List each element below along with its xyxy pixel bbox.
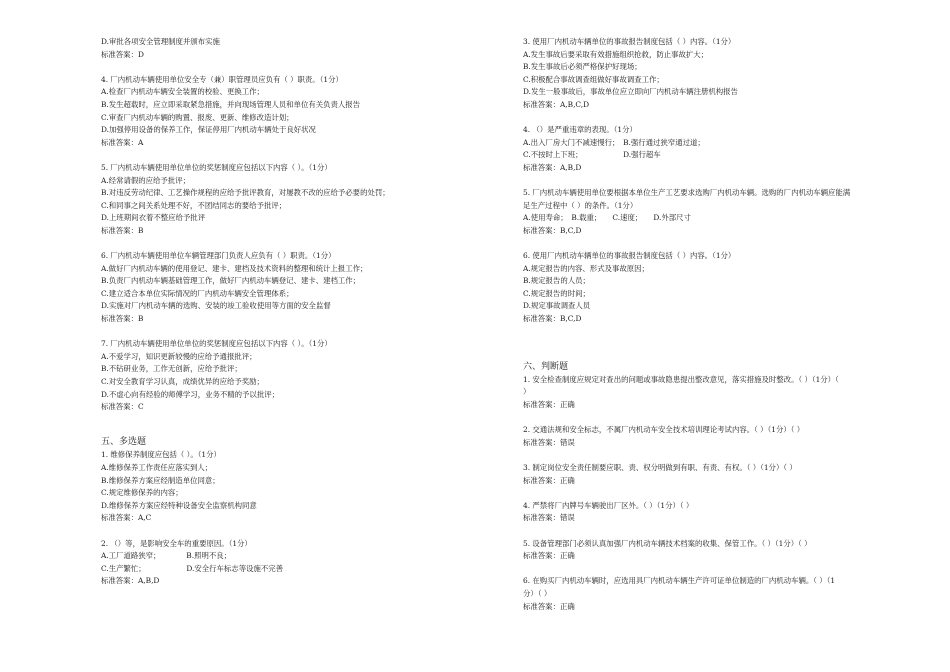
- question-stem: 1. 安全检查制度应规定对查出的问题或事故隐患提出整改意见，落实措施及时整改。（ ）（1分）（: [523, 374, 839, 384]
- option-line: A.检查厂内机动车辆安全装置的校验、更换工作；: [101, 87, 264, 97]
- option-line: A.规定报告的内容、形式及事故原因；: [523, 263, 649, 273]
- option-line: D.审批各项安全管理制度并颁布实施: [101, 37, 220, 46]
- question-stem: 2. 交通法规和安全标志，不属厂内机动车安全技术培训理论考试内容。（ ）（1分）（ ）: [523, 425, 805, 435]
- answer-line: 标准答案：A,C: [101, 513, 152, 523]
- spacer: [523, 525, 873, 538]
- answer-line: 标准答案：B: [101, 314, 144, 324]
- spacer: [101, 238, 431, 251]
- option-line: A.不爱学习，知识更新较慢的应给予通报批评；: [101, 351, 257, 361]
- option-line: A.经常请假的应给予批评；: [101, 175, 190, 185]
- option-line: D.不虚心向有经验的师傅学习，业务不精的予以批评；: [101, 389, 279, 399]
- option-line: C.对安全教育学习认真，成绩优异的应给予奖励；: [101, 377, 264, 387]
- answer-line: 标准答案：正确: [523, 475, 575, 485]
- option-line: B.发生超载时，应立即采取紧急措施，并向现场管理人员和单位有关负责人报告: [101, 99, 361, 109]
- question-stem: 6. 使用厂内机动车辆单位的事故报告制度包括（ ）内容。（1分）: [523, 251, 736, 261]
- spacer: [523, 326, 873, 339]
- option-line: A.做好厂内机动车辆的使用登记、建卡、建档及技术资料的整理和统计上报工作；: [101, 263, 368, 273]
- option-line: C.积极配合事故调查组做好事故调查工作；: [523, 74, 664, 84]
- answer-line: 标准答案：B,C,D: [523, 314, 582, 324]
- spacer: [101, 61, 431, 74]
- option-line: A.使用寿命； B.载重； C.速度； D.外部尺寸: [523, 213, 691, 223]
- answer-line: 标准答案：B,C,D: [523, 225, 582, 235]
- option-line: B.发生事故后必须严格保护好现场；: [523, 62, 642, 72]
- option-line: D.规定事故调查人员: [523, 301, 591, 311]
- option-line: C.和同事之间关系处理不好，不团结同志的要给予批评；: [101, 200, 287, 210]
- option-line: A.发生事故后要采取有效措施组织抢救，防止事故扩大；: [523, 49, 709, 59]
- text-line: 足生产过程中（ ）的条件。（1分）: [523, 200, 638, 210]
- spacer: [523, 338, 873, 351]
- answer-line: 标准答案：B: [101, 225, 144, 235]
- option-line: D.实施对厂内机动车辆的选购、安装的竣工验收使用等方面的安全监督: [101, 301, 331, 311]
- option-line: A.出入厂房大门不减速慢行； B.强行通过狭窄通过道；: [523, 137, 705, 147]
- option-line: B.规定报告的人员；: [523, 276, 590, 286]
- option-line: C.生产繁忙； D.安全行车标志等设施不完善: [101, 563, 284, 573]
- spacer: [523, 238, 873, 251]
- spacer: [101, 525, 431, 538]
- answer-line: 标准答案：A,B,D: [101, 576, 160, 586]
- option-line: C.规定报告的时间；: [523, 288, 590, 298]
- answer-line: 标准答案：D: [101, 49, 144, 59]
- option-line: B.不钻研业务，工作无创新，应给予批评；: [101, 364, 242, 374]
- spacer: [523, 175, 873, 188]
- question-stem: 5. 设备管理部门必须认真加强厂内机动车辆技术档案的收集、保管工作。（ ）（1分）（ ）: [523, 538, 812, 548]
- answer-line: 标准答案：正确: [523, 601, 575, 611]
- option-line: C.规定维修保养的内容；: [101, 488, 183, 498]
- question-stem: 5. 厂内机动车辆使用单位要根据本单位生产工艺要求选购厂内机动车辆。选购的厂内机动车辆应能满: [523, 188, 851, 198]
- spacer: [523, 449, 873, 462]
- option-line: C.建立适合本单位实际情况的厂内机动车辆安全管理体系；: [101, 288, 294, 298]
- exam-column-left: [101, 36, 431, 588]
- spacer: [101, 326, 431, 339]
- question-stem: 4. 严禁将厂内牌号车辆驶出厂区外。（ ）（1分）（ ）: [523, 500, 694, 510]
- question-stem: 6. 在购买厂内机动车辆时，应选用具厂内机动车辆生产许可证单位制造的厂内机动车辆。（ ）（1: [523, 576, 836, 586]
- answer-line: 标准答案：A,B,C,D: [523, 99, 590, 109]
- question-stem: 2. （）等，是影响安全车的重要原因。（1分）: [101, 538, 252, 548]
- text-line: ）: [523, 387, 531, 397]
- section-title: 六、判断题: [523, 361, 569, 372]
- answer-line: 标准答案：正确: [523, 551, 575, 561]
- question-stem: 3. 制定岗位安全责任制要应职、责、权分明做到有职、有责、有权。（ ）（1分）（ ）: [523, 463, 797, 472]
- option-line: B.对违反劳动纪律、工艺操作规程的应给予批评教育，对屡教不改的应给予必要的处罚；: [101, 188, 390, 198]
- option-line: A.维修保养工作责任应落实到人；: [101, 463, 213, 472]
- option-line: C.审查厂内机动车辆的购置、报废、更新、维修改造计划；: [101, 112, 294, 122]
- spacer: [523, 412, 873, 425]
- answer-line: 标准答案：错误: [523, 437, 575, 447]
- spacer: [101, 149, 431, 162]
- answer-line: 标准答案：A,B,D: [523, 162, 582, 172]
- answer-line: 标准答案：A: [101, 137, 144, 147]
- option-line: B.维修保养方案应经制造单位同意；: [101, 475, 220, 485]
- exam-column-right: [523, 36, 873, 613]
- option-line: D.加强停用设备的保养工作，保证停用厂内机动车辆处于良好状况: [101, 125, 316, 135]
- spacer: [523, 487, 873, 500]
- section-title: 五、多选题: [101, 437, 147, 448]
- option-line: D.发生一般事故后，事故单位应立即向厂内机动车辆注册机构报告: [523, 87, 738, 97]
- question-stem: 3. 使用厂内机动车辆单位的事故报告制度包括（ ）内容。（1分）: [523, 37, 736, 46]
- question-stem: 7. 厂内机动车辆使用单位单位的奖惩制度应包括以下内容（ ）。（1分）: [101, 339, 332, 349]
- answer-line: 标准答案：C: [101, 402, 144, 412]
- option-line: D.上班期间衣着不整应给予批评: [101, 213, 206, 223]
- answer-line: 标准答案：正确: [523, 400, 575, 410]
- spacer: [523, 563, 873, 576]
- question-stem: 1. 维修保养制度应包括（ ）。（1分）: [101, 450, 221, 460]
- question-stem: 4. 厂内机动车辆使用单位安全专（兼）职管理员应负有（ ）职责。（1分）: [101, 74, 343, 84]
- spacer: [523, 112, 873, 125]
- text-line: 分）（ ）: [523, 588, 552, 598]
- option-line: D.维修保养方案应经特种设备安全监察机构同意: [101, 500, 257, 510]
- option-line: B.负责厂内机动车辆基础管理工作，做好厂内机动车辆登记、建卡、建档工作；: [101, 276, 361, 286]
- answer-line: 标准答案：错误: [523, 513, 575, 523]
- question-stem: 4. （）是严重违章的表现。（1分）: [523, 125, 637, 135]
- option-line: A.工厂道路狭窄； B.照明不良；: [101, 551, 232, 561]
- question-stem: 5. 厂内机动车辆使用单位单位的奖惩制度应包括以下内容（ ）。（1分）: [101, 162, 332, 172]
- question-stem: 6. 厂内机动车辆使用单位车辆管理部门负责人应负有（ ）职责。（1分）: [101, 251, 336, 261]
- option-line: C.不按时上下班； D.强行超车: [523, 150, 661, 160]
- spacer: [101, 414, 431, 427]
